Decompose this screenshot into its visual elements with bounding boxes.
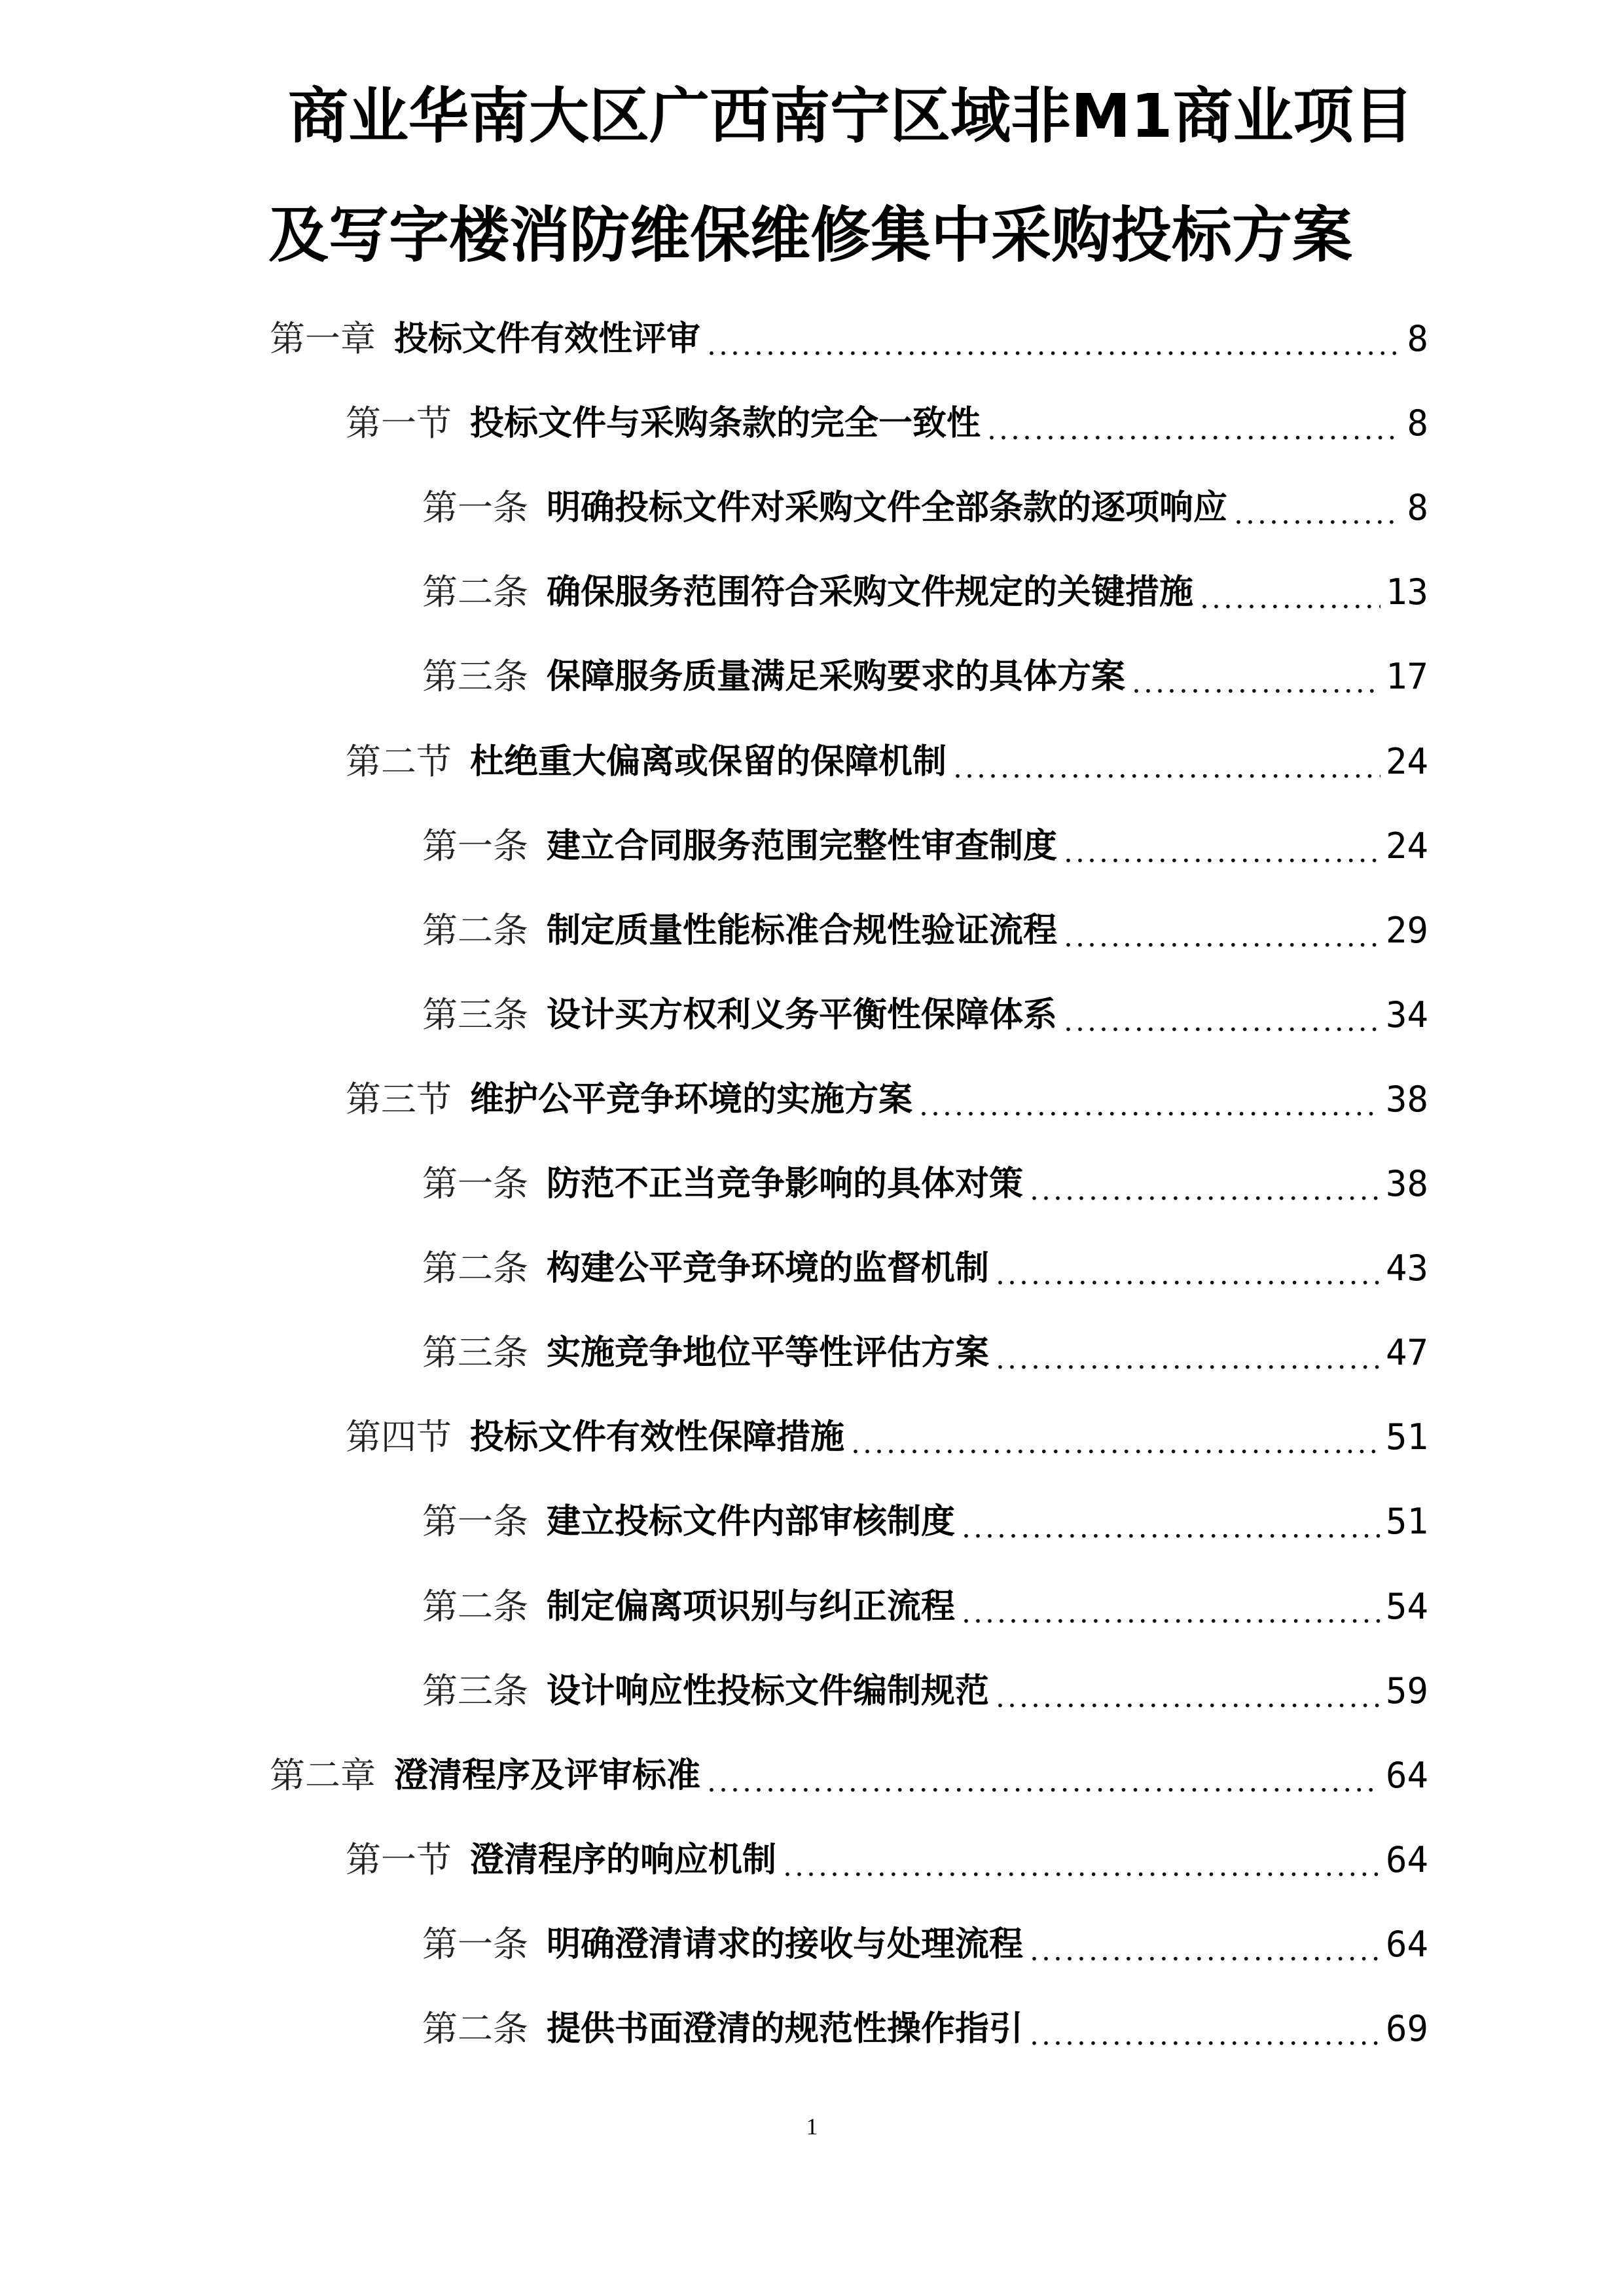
document-title-line-2: 及写字楼消防维保维修集中采购投标方案: [268, 200, 1353, 270]
toc-entry-label: 第二条: [422, 2008, 528, 2049]
toc-entry-label: 第三条: [422, 1670, 528, 1712]
toc-entry-heading: 建立投标文件内部审核制度: [547, 1502, 956, 1541]
toc-entry-page-number: 69: [1385, 2008, 1428, 2049]
toc-entry-heading: 设计响应性投标文件编制规范: [547, 1672, 990, 1711]
toc-entry-label: 第一条: [422, 487, 528, 528]
toc-entry[interactable]: [422, 2003, 1428, 2055]
toc-entry[interactable]: [346, 1411, 1428, 1463]
toc-entry-page-number: 59: [1385, 1670, 1428, 1712]
toc-dot-leader: [1200, 566, 1380, 619]
toc-dot-leader: [1064, 989, 1380, 1041]
toc-entry-heading: 投标文件有效性保障措施: [470, 1418, 845, 1457]
toc-dot-leader: [851, 1411, 1380, 1463]
toc-dot-leader: [1030, 1918, 1380, 1971]
toc-entry-page-number: 8: [1407, 403, 1428, 444]
toc-entry[interactable]: [346, 397, 1428, 450]
toc-dot-leader: [996, 1327, 1380, 1379]
toc-entry-label: 第一章: [270, 318, 376, 359]
toc-entry-label: 第一条: [422, 1924, 528, 1965]
toc-entry[interactable]: [422, 820, 1428, 872]
toc-dot-leader: [1234, 482, 1401, 534]
toc-entry-label: 第三条: [422, 1332, 528, 1373]
toc-entry-page-number: 38: [1385, 1163, 1428, 1204]
toc-entry[interactable]: [422, 651, 1428, 703]
page-number: 1: [806, 2113, 818, 2140]
toc-dot-leader: [953, 736, 1380, 788]
toc-dot-leader: [707, 313, 1401, 365]
toc-entry-page-number: 13: [1385, 571, 1428, 613]
toc-dot-leader: [1132, 651, 1380, 703]
toc-entry-label: 第一条: [422, 1163, 528, 1204]
toc-entry[interactable]: [270, 313, 1428, 365]
toc-dot-leader: [1064, 905, 1380, 957]
toc-entry-page-number: 43: [1385, 1247, 1428, 1289]
toc-entry-heading: 明确投标文件对采购文件全部条款的逐项响应: [547, 488, 1228, 528]
toc-entry-heading: 防范不正当竞争影响的具体对策: [547, 1164, 1024, 1204]
toc-entry-heading: 确保服务范围符合采购文件规定的关键措施: [547, 573, 1194, 612]
toc-entry-heading: 投标文件与采购条款的完全一致性: [470, 404, 981, 443]
toc-entry-heading: 澄清程序及评审标准: [394, 1756, 701, 1795]
toc-entry-label: 第四节: [346, 1416, 452, 1458]
toc-entry[interactable]: [422, 566, 1428, 619]
toc-entry-page-number: 47: [1385, 1332, 1428, 1373]
toc-entry[interactable]: [422, 1918, 1428, 1971]
toc-entry-heading: 维护公平竞争环境的实施方案: [470, 1080, 913, 1119]
toc-entry-heading: 实施竞争地位平等性评估方案: [547, 1333, 990, 1372]
toc-entry-label: 第三节: [346, 1079, 452, 1120]
toc-entry-label: 第二条: [422, 1586, 528, 1627]
toc-entry[interactable]: [346, 1834, 1428, 1886]
toc-dot-leader: [1030, 1158, 1380, 1210]
toc-entry-heading: 澄清程序的响应机制: [470, 1840, 777, 1880]
toc-entry-heading: 制定偏离项识别与纠正流程: [547, 1587, 956, 1626]
toc-entry-page-number: 8: [1407, 487, 1428, 528]
toc-entry-page-number: 64: [1385, 1924, 1428, 1965]
toc-dot-leader: [707, 1749, 1380, 1802]
toc-dot-leader: [962, 1581, 1380, 1633]
toc-entry-heading: 投标文件有效性评审: [394, 319, 701, 359]
toc-entry-heading: 保障服务质量满足采购要求的具体方案: [547, 657, 1126, 696]
toc-entry-page-number: 51: [1385, 1416, 1428, 1458]
toc-dot-leader: [962, 1496, 1380, 1548]
toc-dot-leader: [996, 1665, 1380, 1717]
toc-entry-page-number: 24: [1385, 741, 1428, 782]
toc-entry[interactable]: [270, 1749, 1428, 1802]
toc-entry[interactable]: [422, 482, 1428, 534]
toc-entry-page-number: 54: [1385, 1586, 1428, 1627]
toc-dot-leader: [783, 1834, 1380, 1886]
toc-entry-label: 第一条: [422, 825, 528, 867]
toc-entry[interactable]: [346, 1073, 1428, 1126]
toc-dot-leader: [1064, 820, 1380, 872]
toc-entry-heading: 建立合同服务范围完整性审查制度: [547, 827, 1058, 866]
toc-entry-label: 第三条: [422, 656, 528, 697]
toc-entry[interactable]: [422, 1158, 1428, 1210]
toc-entry[interactable]: [422, 1581, 1428, 1633]
toc-entry-page-number: 29: [1385, 910, 1428, 951]
toc-entry-heading: 制定质量性能标准合规性验证流程: [547, 911, 1058, 950]
toc-entry[interactable]: [422, 1242, 1428, 1295]
toc-dot-leader: [919, 1073, 1380, 1126]
toc-entry-heading: 提供书面澄清的规范性操作指引: [547, 2009, 1024, 2049]
toc-entry[interactable]: [422, 1665, 1428, 1717]
toc-dot-leader: [1030, 2003, 1380, 2055]
toc-entry-heading: 设计买方权利义务平衡性保障体系: [547, 996, 1058, 1035]
toc-entry-page-number: 34: [1385, 994, 1428, 1035]
document-title-line-1: 商业华南大区广西南宁区域非M1商业项目: [288, 81, 1414, 151]
toc-entry-page-number: 24: [1385, 825, 1428, 867]
toc-entry-page-number: 64: [1385, 1755, 1428, 1796]
toc-entry-heading: 杜绝重大偏离或保留的保障机制: [470, 742, 947, 781]
toc-entry-label: 第一节: [346, 403, 452, 444]
toc-entry-label: 第二条: [422, 1247, 528, 1289]
toc-entry[interactable]: [422, 1327, 1428, 1379]
toc-entry-heading: 明确澄清请求的接收与处理流程: [547, 1925, 1024, 1964]
toc-entry-label: 第二条: [422, 571, 528, 613]
toc-dot-leader: [987, 397, 1401, 450]
toc-dot-leader: [996, 1242, 1380, 1295]
toc-entry-page-number: 38: [1385, 1079, 1428, 1120]
toc-entry[interactable]: [422, 1496, 1428, 1548]
toc-entry-page-number: 17: [1385, 656, 1428, 697]
toc-entry-label: 第一节: [346, 1839, 452, 1880]
toc-entry-page-number: 8: [1407, 318, 1428, 359]
toc-entry-label: 第一条: [422, 1501, 528, 1542]
toc-entry-heading: 构建公平竞争环境的监督机制: [547, 1249, 990, 1288]
toc-entry-label: 第二节: [346, 741, 452, 782]
toc-entry[interactable]: [422, 905, 1428, 957]
toc-entry[interactable]: [346, 736, 1428, 788]
toc-entry-label: 第二章: [270, 1755, 376, 1796]
toc-entry-page-number: 64: [1385, 1839, 1428, 1880]
toc-entry-page-number: 51: [1385, 1501, 1428, 1542]
toc-entry-label: 第三条: [422, 994, 528, 1035]
toc-entry[interactable]: [422, 989, 1428, 1041]
toc-entry-label: 第二条: [422, 910, 528, 951]
